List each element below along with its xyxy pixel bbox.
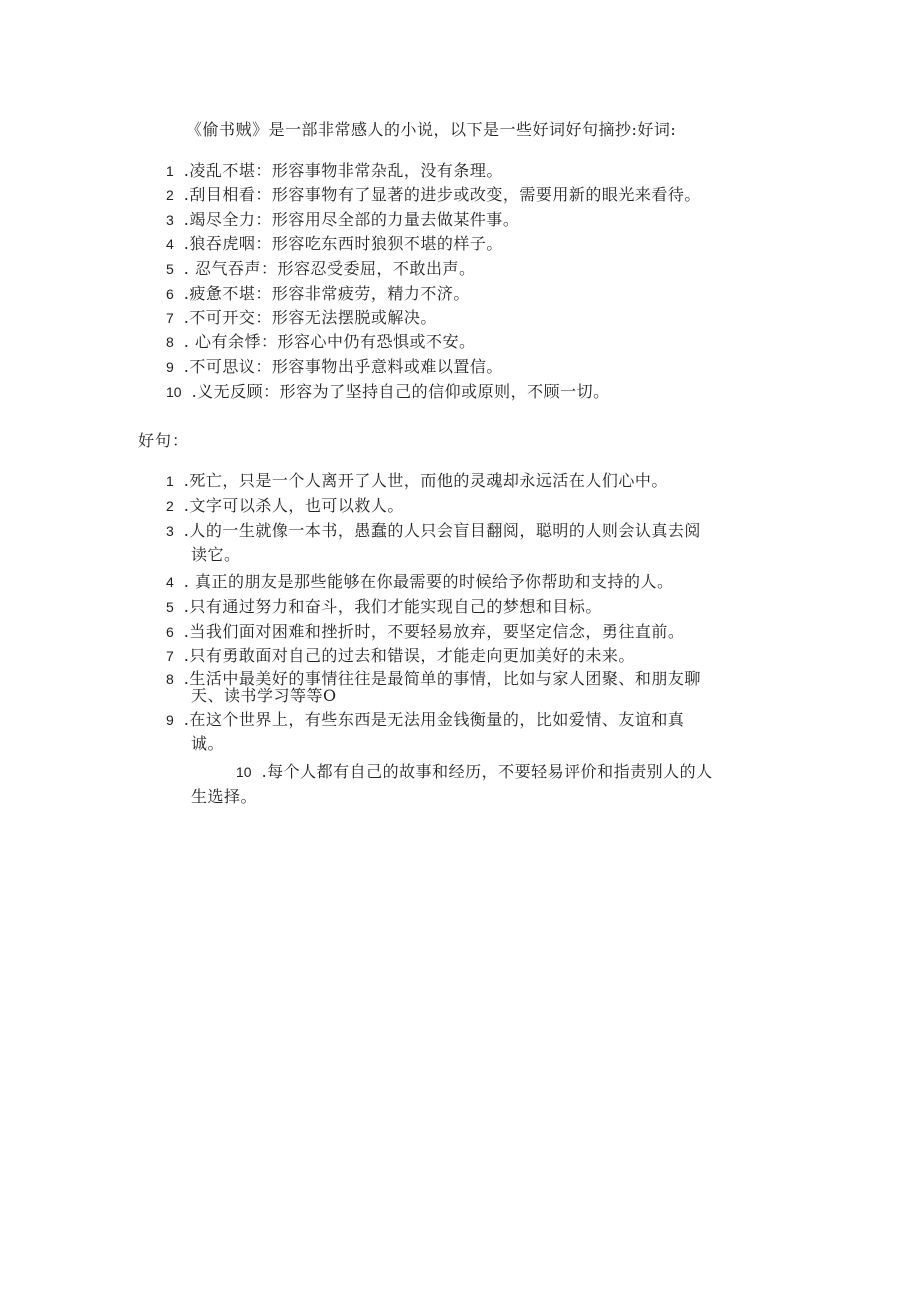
sentence-item — [236, 761, 713, 783]
word-item-number: 4 — [166, 236, 174, 252]
word-item — [166, 258, 475, 280]
word-item-number: 10 — [166, 384, 182, 400]
word-item-number: 8 — [166, 334, 174, 350]
sentence-item-text: .生活中最美好的事情往往是最简单的事情，比如与家人团聚、和朋友聊 — [183, 669, 701, 688]
word-item — [166, 160, 503, 182]
word-item-number: 2 — [166, 187, 174, 203]
word-item-text: .不可思议：形容事物出乎意料或难以置信。 — [183, 357, 503, 376]
word-item-text: . 忍气吞声：形容忍受委屈，不敢出声。 — [183, 259, 476, 278]
word-item-number: 7 — [166, 310, 174, 326]
sentence-item-continuation: 读它。 — [191, 545, 241, 564]
sentence-item-number: 7 — [166, 648, 174, 664]
word-item-text: .凌乱不堪：形容事物非常杂乱，没有条理。 — [183, 161, 503, 180]
sentence-item — [166, 645, 635, 667]
word-item-text: . 心有余悸：形容心中仍有恐惧或不安。 — [183, 332, 476, 351]
sentence-item-text: . 真正的朋友是那些能够在你最需要的时候给予你帮助和支持的人。 — [183, 572, 674, 591]
sentence-item — [166, 495, 404, 517]
sentence-item-number: 2 — [166, 498, 174, 514]
word-item — [166, 184, 701, 206]
sentence-item-number: 4 — [166, 574, 174, 590]
word-item-text: .狼吞虎咽：形容吃东西时狼狈不堪的样子。 — [183, 234, 503, 253]
sentence-item — [166, 520, 701, 542]
sentence-item-text: .文字可以杀人，也可以救人。 — [183, 496, 404, 515]
word-item-number: 6 — [166, 286, 174, 302]
sentence-item-text: .每个人都有自己的故事和经历，不要轻易评价和指责别人的人 — [261, 762, 713, 781]
sentence-item-continuation: 生选择。 — [191, 787, 258, 806]
word-item-text: .疲惫不堪：形容非常疲劳，精力不济。 — [183, 284, 470, 303]
sentence-item-number: 8 — [166, 671, 174, 687]
sentence-item-number: 5 — [166, 599, 174, 615]
sentence-item-number: 6 — [166, 624, 174, 640]
word-item-number: 1 — [166, 163, 174, 179]
sentence-item-text: .在这个世界上，有些东西是无法用金钱衡量的，比如爱情、友谊和真 — [183, 710, 685, 729]
word-item-text: .刮目相看：形容事物有了显著的进步或改变，需要用新的眼光来看待。 — [183, 185, 701, 204]
sentence-item-text: .死亡，只是一个人离开了人世，而他的灵魂却永远活在人们心中。 — [183, 471, 668, 490]
word-item — [166, 331, 475, 353]
word-item — [166, 381, 610, 403]
word-item — [166, 307, 437, 329]
sentence-item-continuation: 诚。 — [191, 734, 225, 753]
sentence-item-text: .当我们面对困难和挫折时，不要轻易放弃，要坚定信念，勇往直前。 — [183, 622, 685, 641]
sentence-item — [166, 470, 668, 492]
word-item-number: 3 — [166, 212, 174, 228]
sentence-item-number: 1 — [166, 473, 174, 489]
word-item — [166, 283, 470, 305]
word-item-number: 9 — [166, 359, 174, 375]
word-item-text: .不可开交：形容无法摆脱或解决。 — [183, 308, 437, 327]
sentence-item-number: 9 — [166, 712, 174, 728]
word-item — [166, 356, 503, 378]
word-item — [166, 209, 519, 231]
sentence-item-text: .只有通过努力和奋斗，我们才能实现自己的梦想和目标。 — [183, 597, 602, 616]
sentence-item — [166, 596, 602, 618]
sentence-item-number: 10 — [236, 764, 252, 780]
sentence-item-continuation: 天、读书学习等等O — [191, 686, 337, 705]
sentence-item-text: .只有勇敢面对自己的过去和错误，才能走向更加美好的未来。 — [183, 646, 635, 665]
word-item-number: 5 — [166, 261, 174, 277]
sentence-item — [166, 621, 684, 643]
sentence-item-number: 3 — [166, 523, 174, 539]
intro-paragraph: 《偷书贼》是一部非常感人的小说，以下是一些好词好句摘抄:好词: — [186, 120, 677, 139]
sentence-item-text: .人的一生就像一本书，愚蠢的人只会盲目翻阅，聪明的人则会认真去阅 — [183, 521, 701, 540]
sentence-item — [166, 709, 684, 731]
word-item — [166, 233, 503, 255]
sentences-heading: 好句： — [138, 431, 190, 450]
word-item-text: .竭尽全力：形容用尽全部的力量去做某件事。 — [183, 210, 520, 229]
sentence-item — [166, 571, 673, 593]
word-item-text: .义无反顾：形容为了坚持自己的信仰或原则，不顾一切。 — [191, 382, 610, 401]
